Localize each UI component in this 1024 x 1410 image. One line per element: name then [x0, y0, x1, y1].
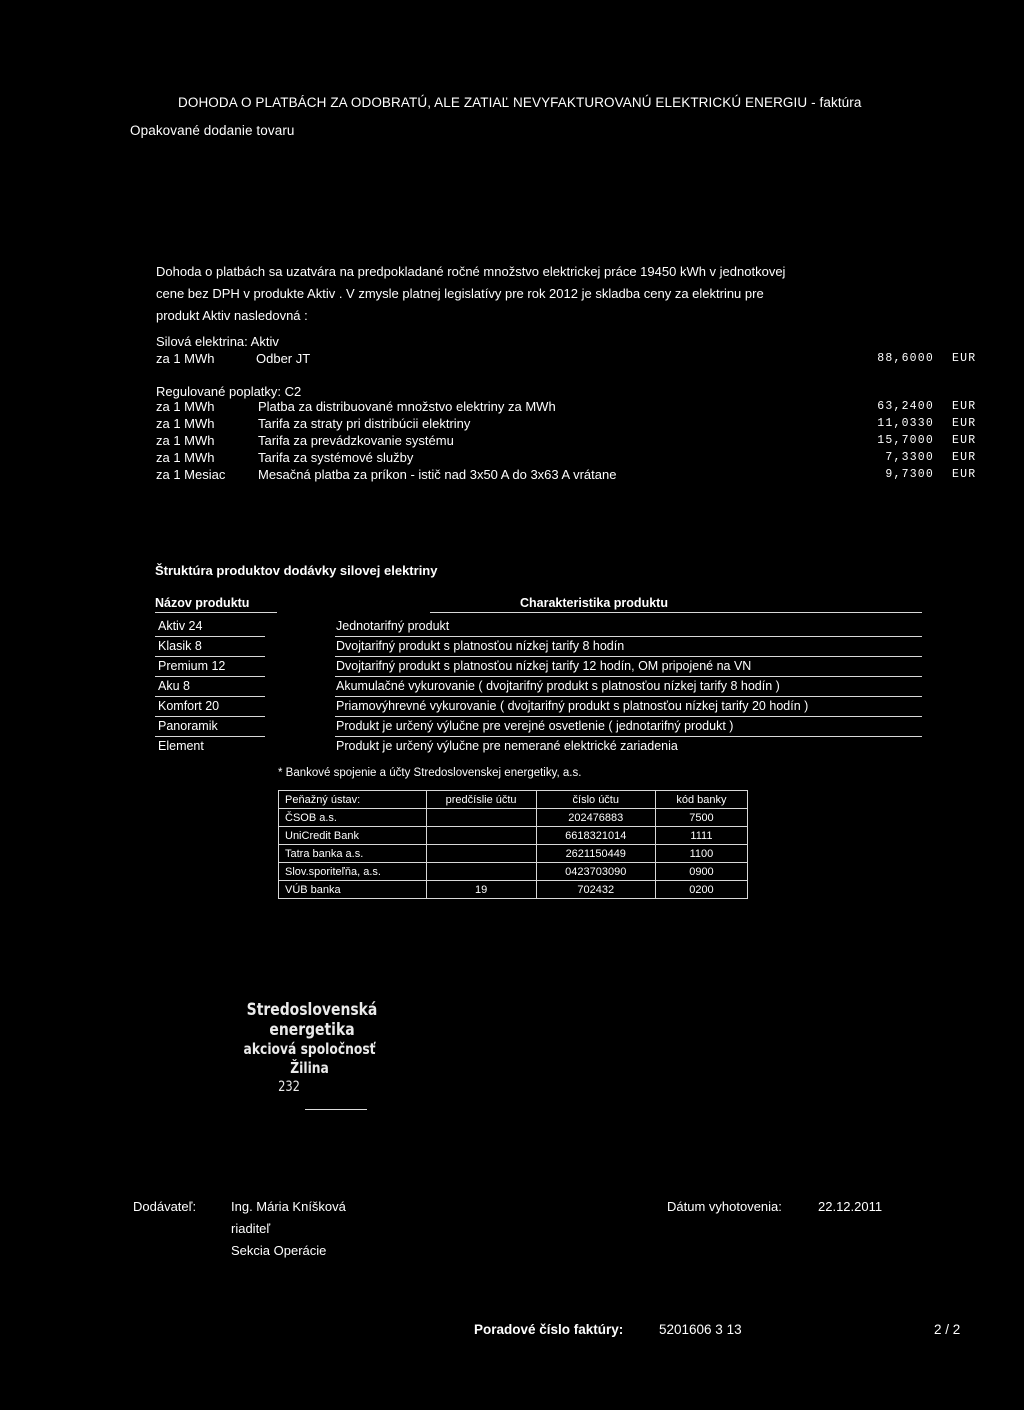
regulovane-unit: za 1 Mesiac	[156, 467, 226, 482]
product-description: Produkt je určený výlučne pre verejné osvetlenie ( jednotarifný produkt )	[336, 719, 734, 733]
regulovane-currency: EUR	[952, 468, 977, 481]
regulovane-unit: za 1 MWh	[156, 433, 215, 448]
regulovane-unit: za 1 MWh	[156, 416, 215, 431]
product-row	[155, 637, 922, 657]
bank-table	[278, 790, 748, 899]
product-row	[155, 617, 922, 637]
regulovane-value: 9,7300	[885, 468, 934, 481]
bank-prefix	[426, 845, 536, 863]
date-label: Dátum vyhotovenia:	[667, 1199, 782, 1214]
supplier-name: Ing. Mária Kníšková	[231, 1199, 346, 1214]
bank-row	[279, 809, 748, 827]
bank-account: 702432	[536, 881, 655, 899]
regulovane-currency: EUR	[952, 451, 977, 464]
product-name: Komfort 20	[158, 699, 220, 713]
company-stamp	[230, 1000, 394, 1097]
bank-code: 1111	[655, 827, 747, 845]
bank-row	[279, 863, 748, 881]
invoice-number: 5201606 3 13	[659, 1322, 742, 1337]
regulovane-currency: EUR	[952, 434, 977, 447]
bank-prefix	[426, 863, 536, 881]
regulovane-currency: EUR	[952, 417, 977, 430]
signature-line	[305, 1109, 367, 1110]
products-col-desc: Charakteristika produktu	[520, 596, 668, 610]
regulovane-value: 63,2400	[877, 400, 934, 413]
bank-prefix: 19	[426, 881, 536, 899]
bank-institution: Tatra banka a.s.	[279, 845, 427, 863]
bank-header-prefix: predčíslie účtu	[426, 791, 536, 809]
intro-line-2: cene bez DPH v produkte Aktiv . V zmysle platnej legislatívy pre rok 2012 je skladba ceny za elektrinu pre	[156, 286, 764, 301]
regulovane-label: Mesačná platba za príkon - istič nad 3x50 A do 3x63 A vrátane	[258, 467, 617, 482]
product-name: Element	[158, 739, 204, 753]
bank-code: 1100	[655, 845, 747, 863]
stamp-line-3: 232	[278, 1079, 300, 1095]
bank-code: 7500	[655, 809, 747, 827]
bank-institution: ČSOB a.s.	[279, 809, 427, 827]
bank-account: 2621150449	[536, 845, 655, 863]
product-description: Dvojtarifný produkt s platnosťou nízkej tarify 8 hodín	[336, 639, 625, 653]
bank-header-row	[279, 791, 748, 809]
regulovane-label: Tarifa za prevádzkovanie systému	[258, 433, 454, 448]
silova-label: Odber JT	[256, 351, 311, 366]
regulovane-label: Tarifa za straty pri distribúcii elektriny	[258, 416, 471, 431]
bank-code: 0900	[655, 863, 747, 881]
regulovane-label: Platba za distribuované množstvo elektriny za MWh	[258, 399, 556, 414]
silova-heading: Silová elektrina: Aktiv	[156, 334, 279, 349]
product-row	[155, 737, 922, 757]
supplier-dept: Sekcia Operácie	[231, 1243, 327, 1258]
stamp-line-2: akciová spoločnosť Žilina	[243, 1040, 376, 1077]
product-description: Priamovýhrevné vykurovanie ( dvojtarifný produkt s platnosťou nízkej tarify 20 hodín )	[336, 699, 809, 713]
bank-row	[279, 845, 748, 863]
product-description: Jednotarifný produkt	[336, 619, 450, 633]
bank-institution: Slov.sporiteľňa, a.s.	[279, 863, 427, 881]
silova-unit: za 1 MWh	[156, 351, 215, 366]
regulovane-heading: Regulované poplatky: C2	[156, 384, 302, 399]
intro-line-3: produkt Aktiv nasledovná :	[156, 308, 308, 323]
bank-row	[279, 881, 748, 899]
bank-account: 0423703090	[536, 863, 655, 881]
intro-line-1: Dohoda o platbách sa uzatvára na predpokladané ročné množstvo elektrickej práce 19450 kWh v jednotkovej	[156, 264, 786, 279]
stamp-line-1: Stredoslovenská energetika	[246, 1000, 378, 1040]
regulovane-unit: za 1 MWh	[156, 399, 215, 414]
bank-account: 6618321014	[536, 827, 655, 845]
bank-prefix	[426, 827, 536, 845]
bank-note: * Bankové spojenie a účty Stredoslovenskej energetiky, a.s.	[278, 767, 582, 779]
bank-account: 202476883	[536, 809, 655, 827]
supplier-label: Dodávateľ:	[133, 1199, 197, 1214]
invoice-number-label: Poradové číslo faktúry:	[474, 1322, 624, 1337]
product-description: Produkt je určený výlučne pre nemerané elektrické zariadenia	[336, 739, 678, 753]
page-number: 2 / 2	[934, 1322, 961, 1337]
silova-value: 88,6000	[877, 352, 934, 365]
bank-header-code: kód banky	[655, 791, 747, 809]
product-row	[155, 697, 922, 717]
products-col-name: Názov produktu	[155, 596, 250, 610]
bank-header-institution: Peňažný ústav:	[279, 791, 427, 809]
silova-currency: EUR	[952, 352, 977, 365]
product-name: Premium 12	[158, 659, 226, 673]
products-heading: Štruktúra produktov dodávky silovej elektriny	[155, 563, 438, 578]
product-row	[155, 657, 922, 677]
product-name: Panoramik	[158, 719, 218, 733]
bank-code: 0200	[655, 881, 747, 899]
document-title: DOHODA O PLATBÁCH ZA ODOBRATÚ, ALE ZATIAĽ NEVYFAKTUROVANÚ ELEKTRICKÚ ENERGIU - faktúra	[178, 95, 862, 110]
regulovane-value: 7,3300	[885, 451, 934, 464]
product-name: Klasik 8	[158, 639, 202, 653]
bank-header-account: číslo účtu	[536, 791, 655, 809]
bank-row	[279, 827, 748, 845]
document-subtitle: Opakované dodanie tovaru	[130, 123, 295, 138]
bank-institution: UniCredit Bank	[279, 827, 427, 845]
product-row	[155, 717, 922, 737]
regulovane-currency: EUR	[952, 400, 977, 413]
supplier-role: riaditeľ	[231, 1221, 271, 1236]
product-row	[155, 677, 922, 697]
product-description: Dvojtarifný produkt s platnosťou nízkej tarify 12 hodín, OM pripojené na VN	[336, 659, 752, 673]
product-name: Aktiv 24	[158, 619, 203, 633]
bank-institution: VÚB banka	[279, 881, 427, 899]
regulovane-label: Tarifa za systémové služby	[258, 450, 414, 465]
regulovane-value: 15,7000	[877, 434, 934, 447]
regulovane-unit: za 1 MWh	[156, 450, 215, 465]
product-description: Akumulačné vykurovanie ( dvojtarifný produkt s platnosťou nízkej tarify 8 hodín )	[336, 679, 780, 693]
product-name: Aku 8	[158, 679, 190, 693]
regulovane-value: 11,0330	[877, 417, 934, 430]
date-value: 22.12.2011	[818, 1199, 883, 1214]
bank-prefix	[426, 809, 536, 827]
